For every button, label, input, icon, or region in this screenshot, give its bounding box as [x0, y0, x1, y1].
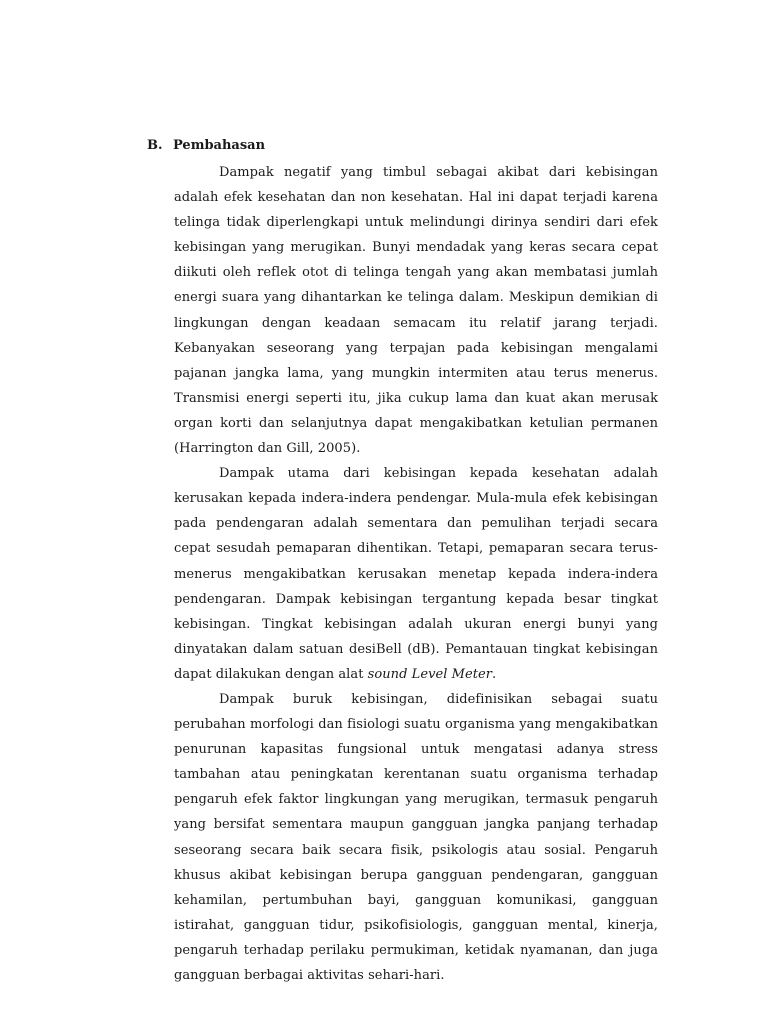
paragraph-1 — [174, 160, 658, 461]
section-body — [174, 160, 658, 988]
section-title: Pembahasan — [173, 138, 266, 153]
section-number: B. — [147, 138, 163, 153]
paragraph-1-text: Dampak negatif yang timbul sebagai akibat dari kebisingan adalah efek kesehatan dan non kesehatan. Hal ini dapat terjadi karena telinga tidak diperlengkapi untuk melindungi dirinya sendiri dari efek kebisingan yang merugikan. Bunyi mendadak yang keras secara cepat diikuti oleh reflek otot di telinga tengah yang akan membatasi jumlah energi suara yang dihantarkan ke telinga dalam. Meskipun demikian di lingkungan dengan keadaan semacam itu relatif jarang terjadi. Kebanyakan seseorang yang terpajan pada kebisingan mengalami pajanan jangka lama, yang mungkin intermiten atau terus menerus. Transmisi energi seperti itu, jika cukup lama dan kuat akan merusak organ korti dan selanjutnya dapat mengakibatkan ketulian permanen (Harrington dan Gill, 2005). — [174, 165, 658, 457]
paragraph-3-text: Dampak buruk kebisingan, didefinisikan sebagai suatu perubahan morfologi dan fisiologi suatu organisma yang mengakibatkan penurunan kapasitas fungsional untuk mengatasi adanya stress tambahan atau peningkatan kerentanan suatu organisma terhadap pengaruh efek faktor lingkungan yang merugikan, termasuk pengaruh yang bersifat sementara maupun gangguan jangka panjang terhadap seseorang secara baik secara fisik, psikologis atau sosial. Pengaruh khusus akibat kebisingan berupa gangguan pendengaran, gangguan kehamilan, pertumbuhan bayi, gangguan komunikasi, gangguan istirahat, gangguan tidur, psikofisiologis, gangguan mental, kinerja, pengaruh terhadap perilaku permukiman, ketidak nyamanan, dan juga gangguan berbagai aktivitas sehari-hari. — [174, 691, 658, 983]
instrument-name: sound Level Meter — [367, 666, 492, 682]
section-heading — [147, 137, 265, 155]
paragraph-3 — [174, 687, 658, 988]
paragraph-2-end: . — [492, 666, 497, 682]
paragraph-2 — [174, 461, 658, 687]
paragraph-2-text: Dampak utama dari kebisingan kepada kesehatan adalah kerusakan kepada indera-indera pendengar. Mula-mula efek kebisingan pada pendengaran adalah sementara dan pemulihan terjadi secara cepat sesudah pemaparan dihentikan. Tetapi, pemaparan secara terus-menerus mengakibatkan kerusakan menetap kepada indera-indera pendengaran. Dampak kebisingan tergantung kepada besar tingkat kebisingan. Tingkat kebisingan adalah ukuran energi bunyi yang dinyatakan dalam satuan desiBell (dB). Pemantauan tingkat kebisingan dapat dilakukan dengan alat — [174, 466, 658, 682]
